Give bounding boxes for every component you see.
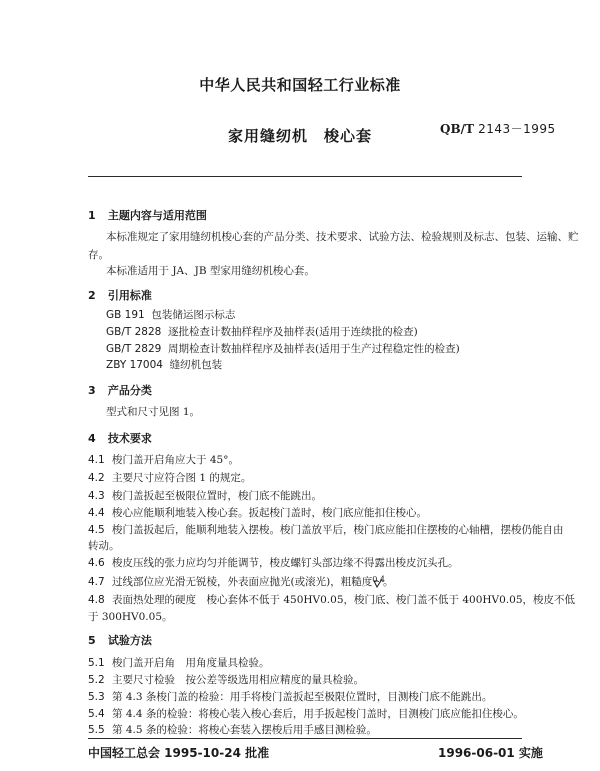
clause-text: 表面热处理的硬度 梭心套体不低于 450HV0.05，梭门底、梭门盖不低于 400HV0.05，梭皮不低: [112, 594, 575, 606]
reference-code: GB/T 2829: [106, 343, 162, 355]
section-5-title: 试验方法: [107, 634, 152, 647]
approval-date: 中国轻工总会 1995-10-24 批准: [88, 746, 270, 760]
roughness-symbol: [372, 575, 383, 588]
clause-text: 梭心应能顺利地装入梭心套。扳起梭门盖时，梭门底应能扣住梭心。: [112, 507, 427, 519]
reference-zby17004: [106, 357, 222, 372]
clause-5-4: [88, 706, 524, 721]
clause-number: 4.5: [88, 524, 105, 536]
reference-gbt2828: [106, 324, 418, 339]
clause-number: 4.4: [88, 507, 105, 519]
clause-number: 5.1: [88, 657, 105, 669]
section-2-title: 引用标准: [107, 289, 152, 302]
issuing-authority-title: 中华人民共和国轻工行业标准: [199, 76, 401, 94]
document-title: 家用缝纫机 梭心套: [227, 127, 372, 145]
section-1-title: 主题内容与适用范围: [107, 209, 207, 222]
clause-text: 梭门盖扳起至极限位置时，梭门底不能跳出。: [112, 490, 322, 502]
clause-4-5-line-1: [88, 522, 564, 537]
section-1-number: 1: [88, 209, 96, 222]
clause-text: 主要尺寸应符合图 1 的规定。: [112, 472, 252, 484]
section-2-heading: [88, 287, 152, 303]
section-5-number: 5: [88, 634, 96, 647]
clause-4-7: [88, 574, 393, 589]
clause-text: 梭门盖开启角应大于 45°。: [112, 454, 239, 466]
reference-title: 逐批检查计数抽样程序及抽样表(适用于连续批的检查): [168, 326, 418, 338]
clause-text: 梭门盖扳起后，能顺利地装入摆梭。梭门盖放平后，梭门底应能扣住摆梭的心轴槽，摆梭仍能自由: [112, 524, 564, 536]
section-4-heading: [88, 430, 152, 446]
clause-number: 4.6: [88, 557, 105, 569]
reference-title: 周期检查计数抽样程序及抽样表(适用于生产过程稳定性的检查): [168, 343, 460, 355]
reference-code: ZBY 17004: [106, 359, 163, 371]
section-4-title: 技术要求: [107, 432, 152, 445]
standard-code: [440, 120, 556, 137]
section-3-heading: [88, 382, 152, 398]
clause-number: 5.2: [88, 674, 105, 686]
reference-code: GB/T 2828: [106, 326, 162, 338]
clause-number: 4.1: [88, 454, 105, 466]
clause-text: 梭门盖开启角 用角度量具检验。: [112, 657, 270, 669]
clause-number: 4.2: [88, 472, 105, 484]
section-3-number: 3: [88, 384, 96, 397]
section-3-para-1: 型式和尺寸见图 1。: [106, 406, 201, 418]
clause-5-3: [88, 689, 492, 704]
clause-text: 过线部位应光滑无锐棱，外表面应抛光(或滚光)，粗糙度: [112, 576, 373, 588]
section-1-para-2: 本标准适用于 JA、JB 型家用缝纫机梭心套。: [106, 265, 315, 277]
roughness-value: 0.4: [372, 575, 385, 584]
section-1-para-1-line-1: 本标准规定了家用缝纫机梭心套的产品分类、技术要求、试验方法、检验规则及标志、包装、运输、贮: [106, 231, 579, 243]
section-3-title: 产品分类: [107, 384, 152, 397]
header-divider: [88, 176, 522, 177]
clause-5-5: [88, 722, 377, 737]
clause-text: 第 4.5 条的检验：将梭心套装入摆梭后用手感目测检验。: [112, 724, 377, 736]
clause-text: 梭皮压线的张力应均匀并能调节，梭皮螺钉头部边缘不得露出梭皮沉头孔。: [112, 557, 459, 569]
clause-4-1: [88, 452, 239, 467]
section-1-heading: [88, 207, 207, 223]
effective-date: 1996-06-01 实施: [438, 746, 543, 760]
clause-5-2: [88, 672, 364, 687]
clause-4-8-line-2: 于 300HV0.05。: [88, 611, 173, 623]
roughness-check-icon: [373, 579, 383, 588]
footer-divider: [88, 738, 522, 739]
reference-gb191: [106, 307, 235, 322]
reference-title: 包装储运图示标志: [151, 309, 236, 321]
clause-number: 4.7: [88, 576, 105, 588]
clause-4-6: [88, 555, 459, 570]
clause-4-5-line-2: 转动。: [88, 540, 120, 552]
clause-number: 4.3: [88, 490, 105, 502]
clause-number: 5.5: [88, 724, 105, 736]
section-2-number: 2: [88, 289, 96, 302]
clause-text-end: 。: [382, 576, 394, 588]
standard-prefix: QB/T: [440, 122, 474, 136]
clause-number: 5.3: [88, 691, 105, 703]
clause-4-4: [88, 505, 427, 520]
clause-5-1: [88, 655, 270, 670]
clause-4-2: [88, 470, 251, 485]
standard-number: 2143－1995: [478, 122, 556, 136]
reference-gbt2829: [106, 341, 460, 356]
clause-number: 5.4: [88, 708, 105, 720]
section-4-number: 4: [88, 432, 96, 445]
clause-4-8-line-1: [88, 592, 575, 607]
reference-code: GB 191: [106, 309, 145, 321]
clause-text: 第 4.4 条的检验：将梭心装入梭心套后，用手扳起梭门盖时，目测梭门底应能扣住梭心。: [112, 708, 524, 720]
section-5-heading: [88, 632, 152, 648]
section-1-para-1-line-2: 存。: [88, 249, 109, 261]
clause-4-3: [88, 488, 322, 503]
clause-text: 第 4.3 条梭门盖的检验：用手将梭门盖扳起至极限位置时，目测梭门底不能跳出。: [112, 691, 493, 703]
clause-text: 主要尺寸检验 按公差等级选用相应精度的量具检验。: [112, 674, 364, 686]
clause-number: 4.8: [88, 594, 105, 606]
reference-title: 缝纫机包装: [169, 359, 223, 371]
